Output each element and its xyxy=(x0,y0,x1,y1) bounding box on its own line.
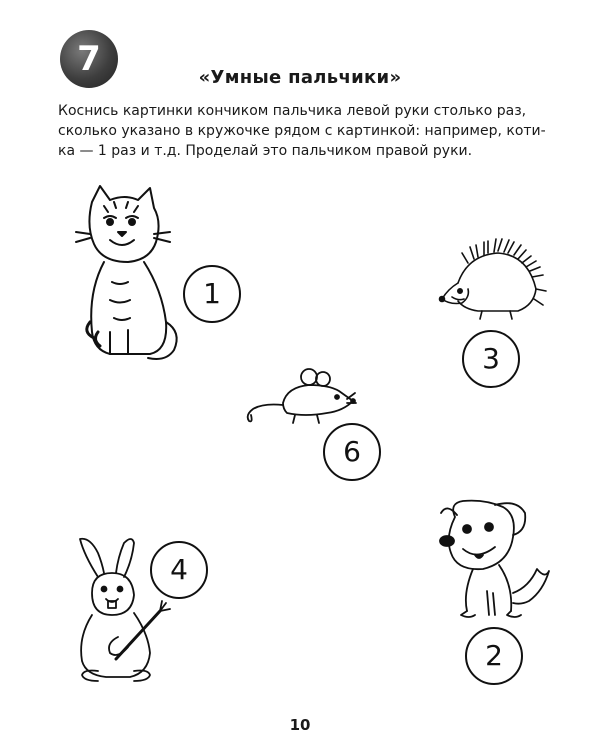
mouse-picture[interactable] xyxy=(243,363,358,428)
cat-picture[interactable] xyxy=(70,182,185,367)
instructions-line-3: ка — 1 раз и т.д. Проделай это пальчиком правой руки. xyxy=(58,143,473,159)
dog-count-circle[interactable]: 2 xyxy=(465,627,523,685)
hedgehog-count-circle[interactable]: 3 xyxy=(462,330,520,388)
instructions-text xyxy=(58,101,558,161)
page-number: 10 xyxy=(289,716,311,734)
cat-count-circle[interactable]: 1 xyxy=(183,265,241,323)
exercise-number-badge: 7 xyxy=(60,30,118,88)
mouse-count-circle[interactable]: 6 xyxy=(323,423,381,481)
rabbit-count-circle[interactable]: 4 xyxy=(150,541,208,599)
dog-picture[interactable] xyxy=(433,497,553,619)
page-title: «Умные пальчики» xyxy=(198,67,402,88)
instructions-line-2: сколько указано в кружочке рядом с картинкой: например, коти- xyxy=(58,123,546,139)
hedgehog-picture[interactable] xyxy=(438,233,543,323)
instructions-line-1: Коснись картинки кончиком пальчика левой руки столько раз, xyxy=(58,103,527,119)
